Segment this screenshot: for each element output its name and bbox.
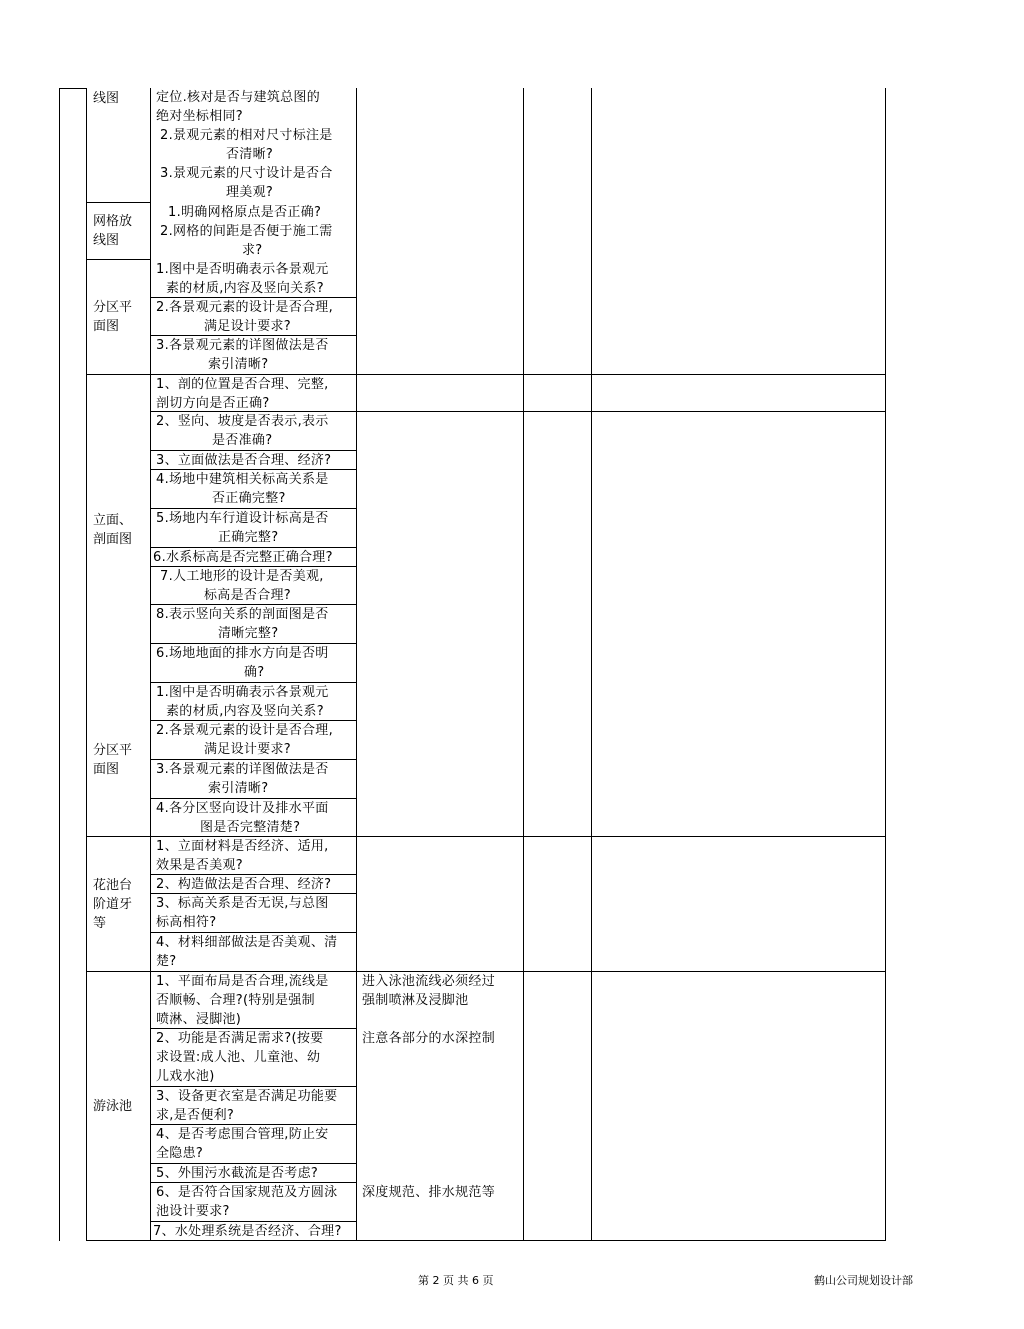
checklist-item: 1.明确网格原点是否正确? 2.网格的间距是否便于施工需 求?	[160, 205, 333, 258]
checklist-item: 2.各景观元素的设计是否合理, 满足设计要求?	[156, 723, 334, 757]
table-border-top	[59, 88, 87, 89]
checklist-item: 7.人工地形的设计是否美观, 标高是否合理?	[160, 569, 324, 603]
checklist-item: 3、立面做法是否合理、经济?	[156, 453, 332, 468]
checklist-item: 7、水处理系统是否经济、合理?	[153, 1224, 342, 1239]
category-label: 线图	[93, 91, 120, 106]
checklist-item: 1、剖的位置是否合理、完整, 剖切方向是否正确?	[156, 377, 329, 411]
checklist-item: 5、外围污水截流是否考虑?	[156, 1166, 319, 1181]
category-label: 立面、 剖面图	[93, 513, 133, 547]
checklist-item: 4、材料细部做法是否美观、清 楚?	[156, 935, 338, 969]
checklist-item: 8.表示竖向关系的剖面图是否 清晰完整?	[156, 607, 329, 641]
category-label: 分区平 面图	[93, 743, 133, 777]
checklist-item: 3.各景观元素的详图做法是否 索引清晰?	[156, 338, 329, 372]
table-column-divider	[523, 88, 524, 1241]
category-label: 游泳池	[93, 1099, 133, 1114]
checklist-item: 1.图中是否明确表示各景观元 素的材质,内容及竖向关系?	[156, 262, 329, 296]
table-column-divider	[150, 88, 151, 1241]
category-label: 分区平 面图	[93, 300, 133, 334]
checklist-item: 3、标高关系是否无误,与总图 标高相符?	[156, 896, 329, 930]
checklist-item: 3、设备更衣室是否满足功能要 求,是否便利?	[156, 1089, 338, 1123]
page-number: 第 2 页 共 6 页	[418, 1274, 494, 1287]
checklist-item: 6.水系标高是否完整正确合理?	[153, 550, 333, 565]
table-border-right	[885, 88, 886, 1241]
note-text: 进入泳池流线必须经过 强制喷淋及浸脚池	[362, 974, 496, 1008]
checklist-item: 3.各景观元素的详图做法是否 索引清晰?	[156, 762, 329, 796]
table-column-divider	[591, 88, 592, 1241]
table-border-left	[59, 88, 60, 1241]
checklist-item: 2、竖向、坡度是否表示,表示 是否准确?	[156, 414, 329, 448]
table-border-outer	[86, 88, 87, 1241]
row-divider	[86, 202, 150, 203]
checklist-item: 4、是否考虑围合管理,防止安 全隐患?	[156, 1127, 329, 1161]
checklist-item: 6、是否符合国家规范及方圆泳 池设计要求?	[156, 1185, 338, 1219]
checklist-item: 4.各分区竖向设计及排水平面 图是否完整清楚?	[156, 801, 329, 835]
checklist-item: 2、功能是否满足需求?(按要 求设置:成人池、儿童池、幼 儿戏水池)	[156, 1031, 324, 1084]
note-text: 注意各部分的水深控制	[362, 1031, 496, 1046]
checklist-item: 1、立面材料是否经济、适用, 效果是否美观?	[156, 839, 329, 873]
checklist-item: 1、平面布局是否合理,流线是 否顺畅、合理?(特别是强制 喷淋、浸脚池)	[156, 974, 329, 1027]
category-label: 网格放 线图	[93, 214, 133, 248]
row-divider	[86, 259, 150, 260]
checklist-item: 4.场地中建筑相关标高关系是 否正确完整?	[156, 472, 329, 506]
checklist-item: 6.场地地面的排水方向是否明 确?	[156, 646, 329, 680]
checklist-item: 定位.核对是否与建筑总图的 绝对坐标相同? 2.景观元素的相对尺寸标注是 否清晰? 3.景观元素的尺寸设计是否合 理美观?	[156, 90, 333, 200]
category-label: 花池台 阶道牙 等	[93, 878, 133, 931]
checklist-item: 1.图中是否明确表示各景观元 素的材质,内容及竖向关系?	[156, 685, 329, 719]
checklist-item: 2、构造做法是否合理、经济?	[156, 877, 332, 892]
note-text: 深度规范、排水规范等	[362, 1185, 496, 1200]
checklist-item: 2.各景观元素的设计是否合理, 满足设计要求?	[156, 300, 334, 334]
company-name: 鹤山公司规划设计部	[814, 1274, 913, 1287]
table-column-divider	[356, 88, 357, 1241]
checklist-item: 5.场地内车行道设计标高是否 正确完整?	[156, 511, 329, 545]
